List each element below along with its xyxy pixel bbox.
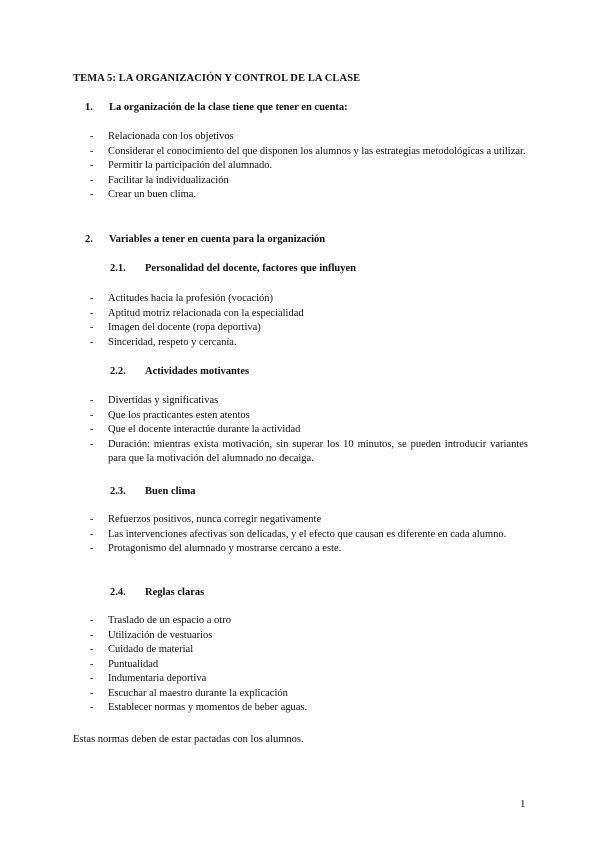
subsection-2-3-title: Buen clima [145, 486, 196, 497]
subsection-2-3-list [88, 513, 528, 557]
page-number: 1 [520, 798, 526, 810]
subsection-2-1-title: Personalidad del docente, factores que influyen [145, 263, 356, 274]
subsection-2-4-heading [110, 586, 204, 601]
subsection-2-2-number: 2.2. [110, 366, 126, 377]
list-item: - Aptitud motriz relacionada con la especialidad [90, 307, 304, 319]
list-item: - Facilitar la individualización [90, 174, 229, 186]
list-item: - Protagonismo del alumnado y mostrarse cercano a este. [90, 543, 342, 554]
list-item: - Indumentaria deportiva [90, 673, 207, 684]
subsection-2-1-heading [110, 262, 356, 277]
subsection-2-3-number: 2.3. [110, 486, 126, 497]
list-item: - Permitir la participación del alumnado. [90, 160, 273, 171]
list-item: - Cuidado de material [90, 644, 194, 655]
subsection-2-4-number: 2.4. [110, 587, 126, 598]
list-item: - Que el docente interactúe durante la actividad [90, 424, 301, 435]
document-title: TEMA 5: LA ORGANIZACIÓN Y CONTROL DE LA CLASE [73, 73, 361, 84]
subsection-2-4-list [88, 614, 528, 716]
subsection-2-1-list [88, 292, 528, 350]
section-1-title: La organización de la clase tiene que tener en cuenta: [109, 102, 348, 113]
list-item: - Divertidas y significativas [90, 395, 219, 406]
list-item: - Sinceridad, respeto y cercanía. [90, 336, 237, 348]
list-item: - Traslado de un espacio a otro [90, 615, 231, 626]
section-1-heading [85, 101, 348, 116]
list-item: - Imagen del docente (ropa deportiva) [90, 322, 261, 333]
list-item: - Relacionada con los objetivos [90, 131, 234, 142]
list-item: - Utilización de vestuarios [90, 629, 213, 641]
subsection-2-2-title: Actividades motivantes [145, 366, 250, 377]
subsection-2-2-heading [110, 365, 249, 380]
subsection-2-1-number: 2.1. [110, 263, 126, 274]
list-item: - Duración: mientras exista motivación, sin superar los 10 minutos, se pueden introducir variantes para que la motivación del alumnado no decaiga. [90, 438, 528, 464]
list-item: - Considerar el conocimiento del que disponen los alumnos y las estrategias metodológicas a utilizar. [90, 145, 526, 157]
list-item: - Actitudes hacia la profesión (vocación) [90, 293, 274, 304]
list-item: - Escuchar al maestro durante la explicación [90, 687, 288, 699]
section-2-title: Variables a tener en cuenta para la organización [109, 234, 326, 245]
section-1-list [88, 130, 528, 203]
list-item: - Crear un buen clima. [90, 189, 197, 200]
list-item: - Establecer normas y momentos de beber aguas. [90, 702, 308, 713]
section-2-number: 2. [85, 234, 93, 245]
subsection-2-4-title: Reglas claras [145, 587, 205, 598]
closing-note: Estas normas deben de estar pactadas con los alumnos. [73, 734, 304, 745]
list-item: - Que los practicantes esten atentos [90, 409, 250, 421]
subsection-2-2-list [88, 394, 528, 467]
list-item: - Refuerzos positivos, nunca corregir negativamente [90, 514, 322, 525]
subsection-2-3-heading [110, 485, 195, 500]
section-1-number: 1. [85, 102, 93, 113]
section-2-heading [85, 233, 325, 248]
list-item: - Puntualidad [90, 658, 159, 670]
list-item: - Las intervenciones afectivas son delicadas, y el efecto que causan es diferente en cada alumno. [90, 528, 507, 540]
